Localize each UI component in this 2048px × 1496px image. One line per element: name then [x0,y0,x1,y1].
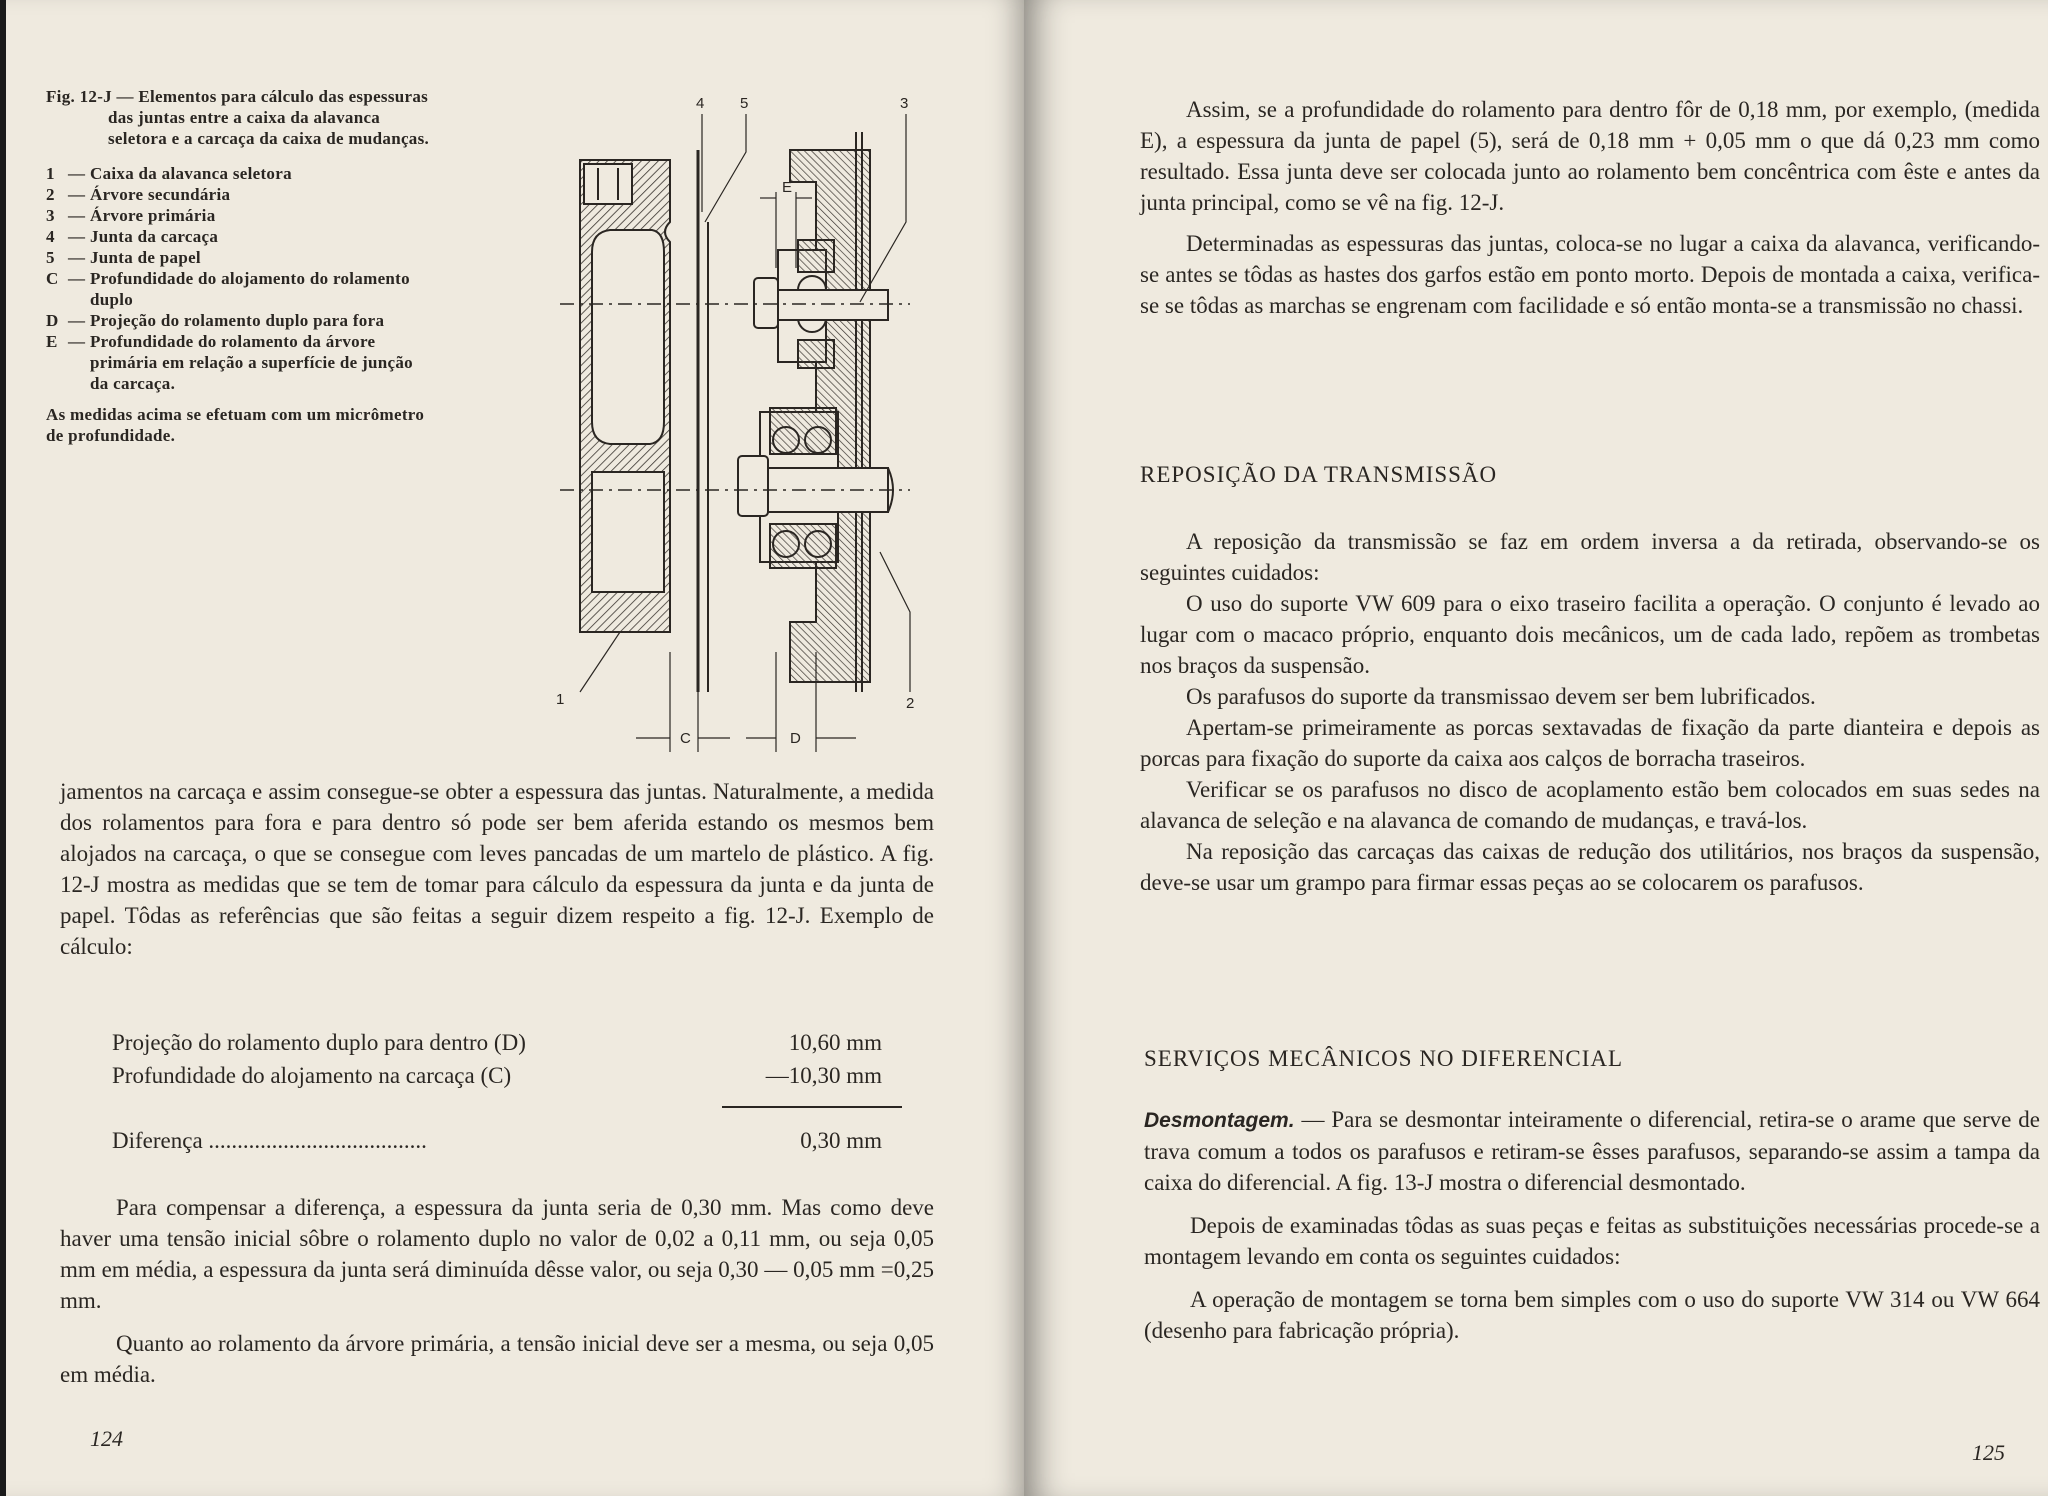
text-block [1144,1104,2040,1346]
sum-rule [722,1106,902,1108]
calculation-block [112,1030,882,1154]
legend-item: 5 — Junta de papel [46,248,201,267]
paragraph: A operação de montagem se torna bem simples com o uso do suporte VW 314 ou VW 664 (desenho para fabricação própria). [1144,1287,2040,1343]
paragraph: Depois de examinadas tôdas as suas peças e feitas as substituições necessárias procede-se a montagem levando em conta os seguintes cuidados: [1144,1213,2040,1269]
caption-note: As medidas acima se efetuam com um micrômetro de profundidade. [46,405,425,445]
paragraph: A reposição da transmissão se faz em ordem inversa a da retirada, observando-se os seguintes cuidados: [1140,529,2040,585]
legend-item: 4 — Junta da carcaça [46,227,219,246]
paragraph: Determinadas as espessuras das juntas, coloca-se no lugar a caixa da alavanca, verificando-se antes se tôdas as hastes dos garfos estão em ponto morto. Depois de montada a caixa, verifica-se se tôdas as marchas se engrenam com facilidade e só então monta-se a transmissão no chassi. [1140,231,2040,318]
text-block [1140,94,2040,331]
paragraph: O uso do suporte VW 609 para o eixo traseiro facilita a operação. O conjunto é levado ao lugar com o macaco próprio, enquanto dois mecânicos, um de cada lado, repõem as trombetas nos braços da suspensão. [1140,591,2040,678]
legend-item: 1 — Caixa da alavanca seletora [46,164,292,183]
legend-item: D — Projeção do rolamento duplo para fora [46,311,385,330]
label-3: 3 [900,95,909,112]
paragraph: Quanto ao rolamento da árvore primária, a tensão inicial deve ser a mesma, ou seja 0,05 em média. [60,1331,934,1387]
label-5: 5 [740,95,749,112]
text-block [1140,526,2040,898]
section-heading: REPOSIÇÃO DA TRANSMISSÃO [1140,462,1498,487]
right-page [1024,0,2048,1496]
paragraph: Apertam-se primeiramente as porcas sextavadas de fixação da parte dianteira e depois as porcas para fixação do suporte da caixa aos calços de borracha traseiros. [1140,715,2040,771]
legend-item: 2 — Árvore secundária [46,185,231,204]
calc-diff-row: Diferença ...................................... 0,30 mm [112,1128,882,1153]
paragraph: Verificar se os parafusos no disco de acoplamento estão bem colocados em suas sedes na alavanca de seleção e na alavanca de comando de mudanças, e travá-los. [1140,777,2040,833]
run-in-heading: Desmontagem. [1144,1109,1295,1132]
legend-item: C — Profundidade do alojamento do rolamento duplo [46,269,410,309]
legend-item: 3 — Árvore primária [46,206,216,225]
page-number: 125 [1972,1440,2005,1465]
paragraph-group [60,1192,934,1402]
calc-row: Projeção do rolamento duplo para dentro (D) 10,60 mm [112,1030,882,1055]
paragraph: Os parafusos do suporte da transmissao devem ser bem lubrificados. [1186,684,1816,709]
figure-caption [46,86,436,446]
legend-item: E — Profundidade do rolamento da árvore primária em relação a superfície de junção da carcaça. [46,332,413,393]
caption-title: Fig. 12-J — Elementos para cálculo das espessuras das juntas entre a caixa da alavanca seletora e a carcaça da caixa de mudanças. [46,87,430,148]
paragraph: Na reposição das carcaças das caixas de redução dos utilitários, nos braços da suspensão, deve-se usar um grampo para firmar essas peças ao se colocarem os parafusos. [1140,839,2040,895]
page-number: 124 [90,1426,123,1451]
label-D: D [790,730,801,747]
paragraph: Para compensar a diferença, a espessura da junta seria de 0,30 mm. Mas como deve haver uma tensão inicial sôbre o rolamento duplo no valor de 0,02 a 0,11 mm, ou seja 0,05 mm em média, a espessura da junta será diminuída dêsse valor, ou seja 0,30 — 0,05 mm =0,25 mm. [60,1195,934,1313]
label-4: 4 [696,95,705,112]
caption-legend [46,163,436,394]
paragraph: jamentos na carcaça e assim consegue-se obter a espessura das juntas. Naturalmente, a medida dos rolamentos para fora e para dentro só pode ser bem aferida estando os mesmos bem alojados na carcaça, o que se consegue com leves pancadas de um martelo de plástico. A fig. 12-J mostra as medidas que se tem de tomar para cálculo da espessura da junta e da junta de papel. Tôdas as referências que são feitas a seguir dizem respeito a fig. 12-J. Exemplo de cálculo: [60,779,934,959]
section-heading: SERVIÇOS MECÂNICOS NO DIFERENCIAL [1144,1046,1624,1071]
page-edge [0,0,6,1496]
calc-row: Profundidade do alojamento na carcaça (C) —10,30 mm [112,1063,882,1088]
label-C: C [680,730,691,747]
label-1: 1 [556,691,565,708]
paragraph: Desmontagem. — Para se desmontar inteiramente o diferencial, retira-se o arame que serve de trava comum a todos os parafusos e retiram-se êsses parafusos, separando-se assim a tampa da caixa do diferencial. A fig. 13-J mostra o diferencial desmontado. [1144,1107,2040,1195]
label-2: 2 [906,695,915,712]
technical-drawing [540,92,930,752]
paragraph: Assim, se a profundidade do rolamento para dentro fôr de 0,18 mm, por exemplo, (medida E), a espessura da junta de papel (5), será de 0,18 mm + 0,05 mm o que dá 0,23 mm como resultado. Essa junta deve ser colocada junto ao rolamento bem concêntrica com êste e antes da junta principal, como se vê na fig. 12-J. [1140,97,2040,215]
label-E: E [782,179,793,196]
